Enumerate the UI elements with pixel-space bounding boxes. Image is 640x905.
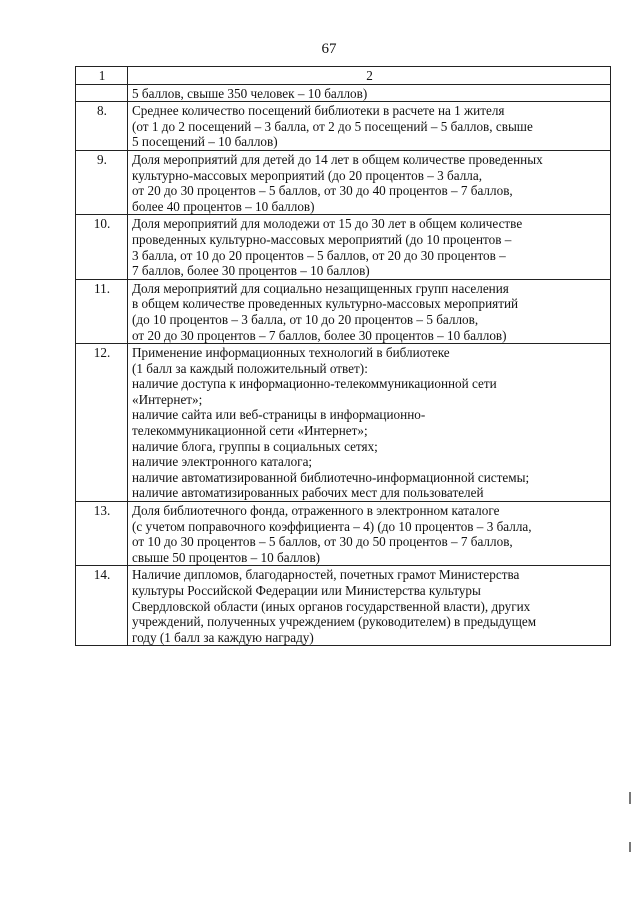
table-row <box>76 215 611 279</box>
description-line: Применение информационных технологий в библиотеке <box>132 345 450 361</box>
row-number: 12. <box>76 344 128 502</box>
description-line: культуры Российской Федерации или Министерства культуры <box>132 583 481 598</box>
description-line: Наличие дипломов, благодарностей, почетных грамот Министерства <box>132 567 520 583</box>
row-description <box>128 279 611 343</box>
table-row <box>76 84 611 102</box>
description-line: Свердловской области (иных органов государственной власти), других <box>132 598 531 614</box>
row-description <box>128 215 611 279</box>
row-description <box>128 502 611 566</box>
table-row <box>76 279 611 343</box>
row-number: 11. <box>76 279 128 343</box>
row-number: 13. <box>76 502 128 566</box>
description-line: 5 баллов, свыше 350 человек – 10 баллов) <box>132 85 368 101</box>
page-number: 67 <box>321 41 337 57</box>
row-description <box>128 566 611 646</box>
row-number: 8. <box>76 102 128 151</box>
row-number: 14. <box>76 566 128 646</box>
description-line: Доля мероприятий для молодежи от 15 до 30 лет в общем количестве <box>132 216 523 232</box>
column-header-number: 1 <box>76 67 128 85</box>
description-line: наличие блога, группы в социальных сетях; <box>132 438 378 454</box>
description-line: наличие автоматизированной библиотечно-информационной системы; <box>132 469 530 485</box>
description-line: от 20 до 30 процентов – 5 баллов, от 30 до 40 процентов – 7 баллов, <box>132 183 513 199</box>
table-row <box>76 566 611 646</box>
description-line: от 20 до 30 процентов – 7 баллов, более 30 процентов – 10 баллов) <box>132 327 507 343</box>
description-line: наличие автоматизированных рабочих мест для пользователей <box>132 485 484 501</box>
description-line: учреждений, полученных учреждением (руководителем) в предыдущем <box>132 614 537 630</box>
table-body <box>76 84 611 646</box>
description-line: Доля мероприятий для детей до 14 лет в общем количестве проведенных <box>132 151 543 167</box>
description-line: «Интернет»; <box>132 391 203 407</box>
description-line: 3 балла, от 10 до 20 процентов – 5 баллов, от 20 до 30 процентов – <box>132 247 506 263</box>
description-line: 7 баллов, более 30 процентов – 10 баллов) <box>132 263 370 279</box>
scan-edge-mark <box>629 792 631 804</box>
scan-edge-mark <box>629 842 631 852</box>
description-line: проведенных культурно-массовых мероприятий (до 10 процентов – <box>132 231 512 247</box>
description-line: свыше 50 процентов – 10 баллов) <box>132 549 321 565</box>
description-line: в общем количестве проведенных культурно-массовых мероприятий <box>132 296 519 312</box>
table-row <box>76 502 611 566</box>
description-line: (с учетом поправочного коэффициента – 4) (до 10 процентов – 3 балла, <box>132 518 532 534</box>
table-row <box>76 150 611 214</box>
description-line: наличие сайта или веб-страницы в информационно- <box>132 407 426 423</box>
table-row <box>76 344 611 502</box>
description-line: Среднее количество посещений библиотеки в расчете на 1 жителя <box>132 103 505 119</box>
row-description <box>128 344 611 502</box>
description-line: Доля библиотечного фонда, отраженного в электронном каталоге <box>132 503 500 519</box>
table-row <box>76 102 611 151</box>
description-line: Доля мероприятий для социально незащищенных групп населения <box>132 280 509 296</box>
criteria-table <box>75 66 611 646</box>
row-number <box>76 84 128 102</box>
description-line: (до 10 процентов – 3 балла, от 10 до 20 процентов – 5 баллов, <box>132 311 479 327</box>
description-line: (от 1 до 2 посещений – 3 балла, от 2 до 5 посещений – 5 баллов, свыше <box>132 118 533 134</box>
description-line: телекоммуникационной сети «Интернет»; <box>132 423 368 439</box>
description-line: (1 балл за каждый положительный ответ): <box>132 360 368 376</box>
description-line: наличие электронного каталога; <box>132 454 313 470</box>
row-number: 9. <box>76 150 128 214</box>
column-header-description: 2 <box>128 67 611 85</box>
description-line: от 10 до 30 процентов – 5 баллов, от 30 до 50 процентов – 7 баллов, <box>132 534 513 550</box>
row-description <box>128 150 611 214</box>
row-description <box>128 84 611 102</box>
row-number: 10. <box>76 215 128 279</box>
description-line: 5 посещений – 10 баллов) <box>132 134 278 150</box>
description-line: наличие доступа к информационно-телекоммуникационной сети <box>132 376 497 392</box>
row-description <box>128 102 611 151</box>
description-line: году (1 балл за каждую награду) <box>132 629 314 645</box>
description-line: культурно-массовых мероприятий (до 20 процентов – 3 балла, <box>132 167 483 183</box>
description-line: более 40 процентов – 10 баллов) <box>132 198 315 214</box>
table-header-row <box>76 67 611 85</box>
